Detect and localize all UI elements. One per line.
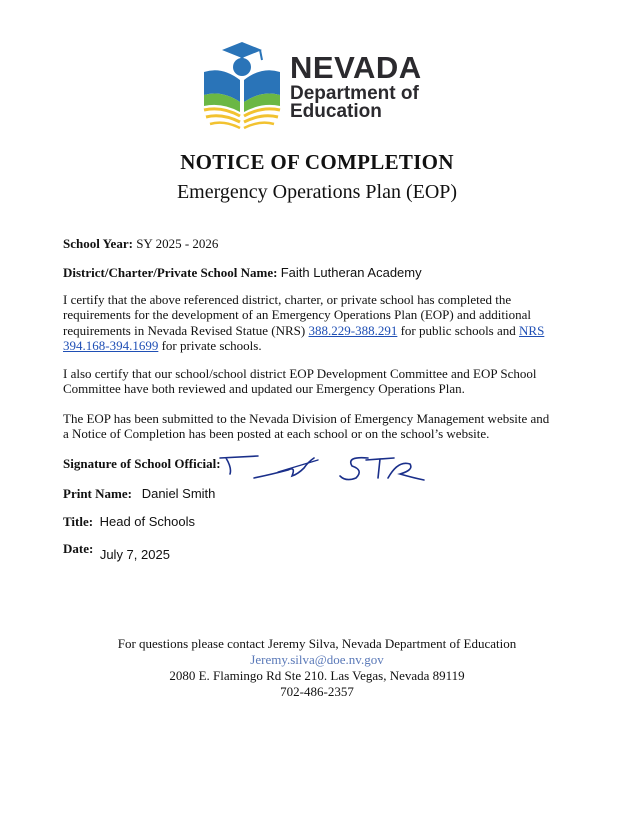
para1-text-b: for public schools and bbox=[397, 322, 520, 338]
document-subtitle: Emergency Operations Plan (EOP) bbox=[176, 181, 458, 203]
school-name-line bbox=[63, 265, 422, 281]
date-value: July 7, 2025 bbox=[99, 547, 170, 562]
certification-paragraph-1 bbox=[63, 292, 553, 353]
title-label: Title: bbox=[63, 514, 94, 529]
print-name-label: Print Name: bbox=[63, 486, 132, 501]
signature-label: Signature of School Official: bbox=[63, 456, 221, 471]
school-year-label: School Year: bbox=[63, 236, 133, 251]
title-line bbox=[63, 514, 195, 530]
print-name-value: Daniel Smith bbox=[141, 486, 216, 501]
book-graduate-icon bbox=[202, 40, 288, 130]
nde-logo bbox=[202, 40, 432, 130]
school-name-label: District/Charter/Private School Name: bbox=[63, 265, 278, 280]
date-line bbox=[63, 541, 170, 562]
footer-address: 2080 E. Flamingo Rd Ste 210. Las Vegas, Nevada 89119 bbox=[169, 668, 465, 683]
certification-paragraph-2: I also certify that our school/school district EOP Development Committee and EOP School Committee have both reviewed and updated our Emergency Operations Plan. bbox=[63, 366, 537, 397]
footer-phone: 702-486-2357 bbox=[280, 684, 354, 699]
logo-text-nevada: NEVADA bbox=[290, 50, 422, 85]
date-label: Date: bbox=[63, 541, 94, 556]
handwritten-signature bbox=[218, 452, 428, 488]
certification-paragraph-3: The EOP has been submitted to the Nevada Division of Emergency Management website and a Notice of Completion has been posted at each school or on the school’s website. bbox=[63, 411, 550, 442]
para1-text-a: I certify that the above referenced district, charter, or private school has completed the requirements for the development of an Emergency Operations Plan (EOP) and additional requirements in Nevada Revised Statue (NRS) bbox=[63, 292, 531, 338]
nrs-388-link[interactable]: 388.229-388.291 bbox=[308, 322, 398, 338]
school-year-line bbox=[63, 236, 218, 252]
logo-text-education: Education bbox=[290, 101, 382, 122]
print-name-line bbox=[63, 486, 215, 502]
document-title: NOTICE OF COMPLETION bbox=[180, 150, 454, 174]
footer-email[interactable]: Jeremy.silva@doe.nv.gov bbox=[250, 652, 384, 667]
signature-line bbox=[63, 456, 221, 472]
logo-text-department: Department of bbox=[290, 83, 419, 104]
footer-contact: For questions please contact Jeremy Silva, Nevada Department of Education bbox=[117, 636, 517, 651]
para1-text-c: for private schools. bbox=[158, 337, 262, 353]
school-name-value: Faith Lutheran Academy bbox=[280, 265, 422, 280]
school-year-value: SY 2025 - 2026 bbox=[136, 236, 219, 251]
nrs-394-link[interactable]: NRS 394.168-394.1699 bbox=[63, 322, 545, 353]
title-value: Head of Schools bbox=[99, 514, 195, 529]
